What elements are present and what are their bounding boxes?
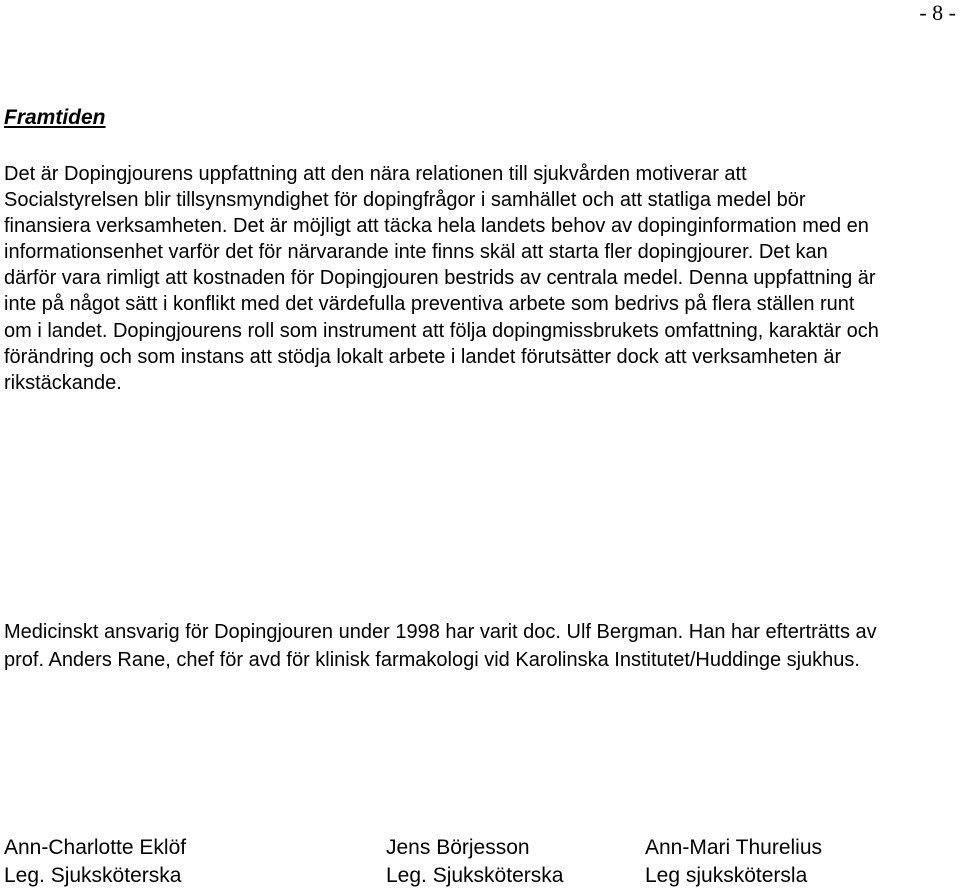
signature-name: Ann-Mari Thurelius [645, 836, 823, 859]
body-paragraph: Det är Dopingjourens uppfattning att den nära relationen till sjukvården motiverar att Socialstyrelsen blir tillsynsmyndighet för dopingfrågor i samhället och att statliga medel bör finansiera verksamheten. Det är möjligt att täcka hela landets behov av dopinginformation med en informationsenhet varför det för närvarande inte finns skäl att starta fler dopingjourer. Det kan därför vara rimligt att kostnaden för Dopingjouren bestrids av centrala medel. Denna uppfattning är inte på något sätt i konflikt med det värdefulla preventiva arbete som bedrivs på flera ställen runt om i landet. Dopingjourens roll som instrument att följa dopingmissbrukets omfattning, karaktär och förändring och som instans att stödja lokalt arbete i landet förutsätter dock att verksamheten är rikstäckande. [4, 163, 879, 394]
section-heading: Framtiden [4, 106, 106, 129]
signature-name: Jens Börjesson [386, 836, 530, 859]
signature-title: Leg. Sjuksköterska [386, 864, 564, 887]
signature [4, 834, 186, 890]
body-paragraph: Medicinskt ansvarig för Dopingjouren under 1998 har varit doc. Ulf Bergman. Han har efterträtts av prof. Anders Rane, chef för avd för klinisk farmakologi vid Karolinska Institutet/Huddinge sjukhus. [4, 621, 877, 671]
signature [645, 834, 822, 890]
signature-title: Leg sjukskötersla [645, 864, 808, 887]
signature-block [0, 834, 960, 892]
signature-name: Ann-Charlotte Eklöf [4, 836, 187, 859]
signature [386, 834, 563, 890]
signature-title: Leg. Sjuksköterska [4, 864, 182, 887]
page-number: - 8 - [919, 0, 956, 25]
